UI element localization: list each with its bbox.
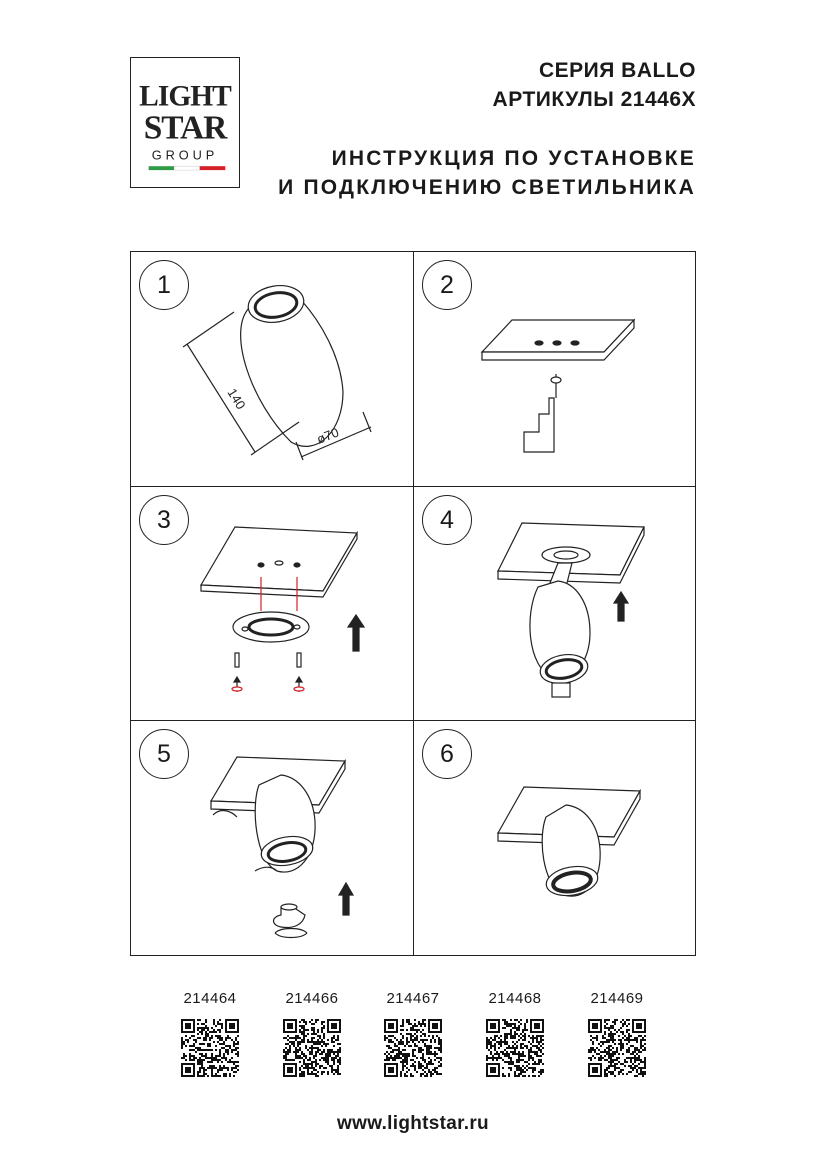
article-item: [170, 990, 250, 1077]
step-1-number: 1: [139, 260, 189, 310]
qr-code-icon[interactable]: [486, 1019, 544, 1077]
step-6-panel: [414, 721, 697, 956]
article-item: [475, 990, 555, 1077]
ceiling-plate: [201, 527, 357, 591]
instruction-title: [278, 144, 696, 202]
series-block: [493, 56, 696, 114]
step-5-number: 5: [139, 729, 189, 779]
drill-bit-icon: [524, 398, 554, 452]
up-arrow-icon: [339, 883, 353, 915]
up-arrow-icon: [614, 592, 628, 621]
article-code: 214469: [590, 990, 644, 1007]
website-link[interactable]: www.lightstar.ru: [337, 1113, 489, 1134]
qr-code-icon[interactable]: [283, 1019, 341, 1077]
article-item: [272, 990, 352, 1077]
logo-text-group: GROUP: [151, 147, 219, 163]
article-code: 214467: [386, 990, 440, 1007]
flag-green: [149, 166, 175, 170]
steps-grid: [130, 251, 696, 956]
step-3-number: 3: [139, 495, 189, 545]
article-code: 214466: [285, 990, 339, 1007]
article-range: АРТИКУЛЫ 21446X: [492, 88, 696, 111]
flag-red: [200, 166, 226, 170]
dimension-diameter-label: ø70: [314, 424, 341, 447]
rotate-arrow-icon: [213, 811, 237, 817]
series-name: СЕРИЯ BALLO: [538, 59, 696, 82]
article-code: 214464: [183, 990, 237, 1007]
twist-arrow-icon: [275, 933, 307, 938]
step-3-panel: [131, 487, 414, 722]
flag-white: [174, 166, 200, 170]
article-item: [373, 990, 453, 1077]
logo-text-light: LIGHT: [139, 80, 231, 113]
qr-code-icon[interactable]: [181, 1019, 239, 1077]
step-4-number: 4: [422, 495, 472, 545]
step-2-panel: [414, 252, 697, 487]
qr-code-icon[interactable]: [588, 1019, 646, 1077]
instruction-title-line1: ИНСТРУКЦИЯ ПО УСТАНОВКЕ: [331, 147, 696, 170]
step-4-panel: [414, 487, 697, 722]
logo-text-star: STAR: [143, 109, 227, 147]
step-1-panel: [131, 252, 414, 487]
step-2-number: 2: [422, 260, 472, 310]
step-6-number: 6: [422, 729, 472, 779]
article-codes: [160, 990, 670, 1080]
step-5-panel: [131, 721, 414, 956]
lightstar-logo: [130, 57, 240, 188]
article-item: [577, 990, 657, 1077]
qr-code-icon[interactable]: [384, 1019, 442, 1077]
luminaire-body: [241, 300, 343, 446]
up-arrow-icon: [348, 615, 364, 651]
dimension-length-label: 140: [224, 385, 249, 412]
instruction-title-line2: И ПОДКЛЮЧЕНИЮ СВЕТИЛЬНИКА: [278, 176, 696, 199]
article-code: 214468: [488, 990, 542, 1007]
